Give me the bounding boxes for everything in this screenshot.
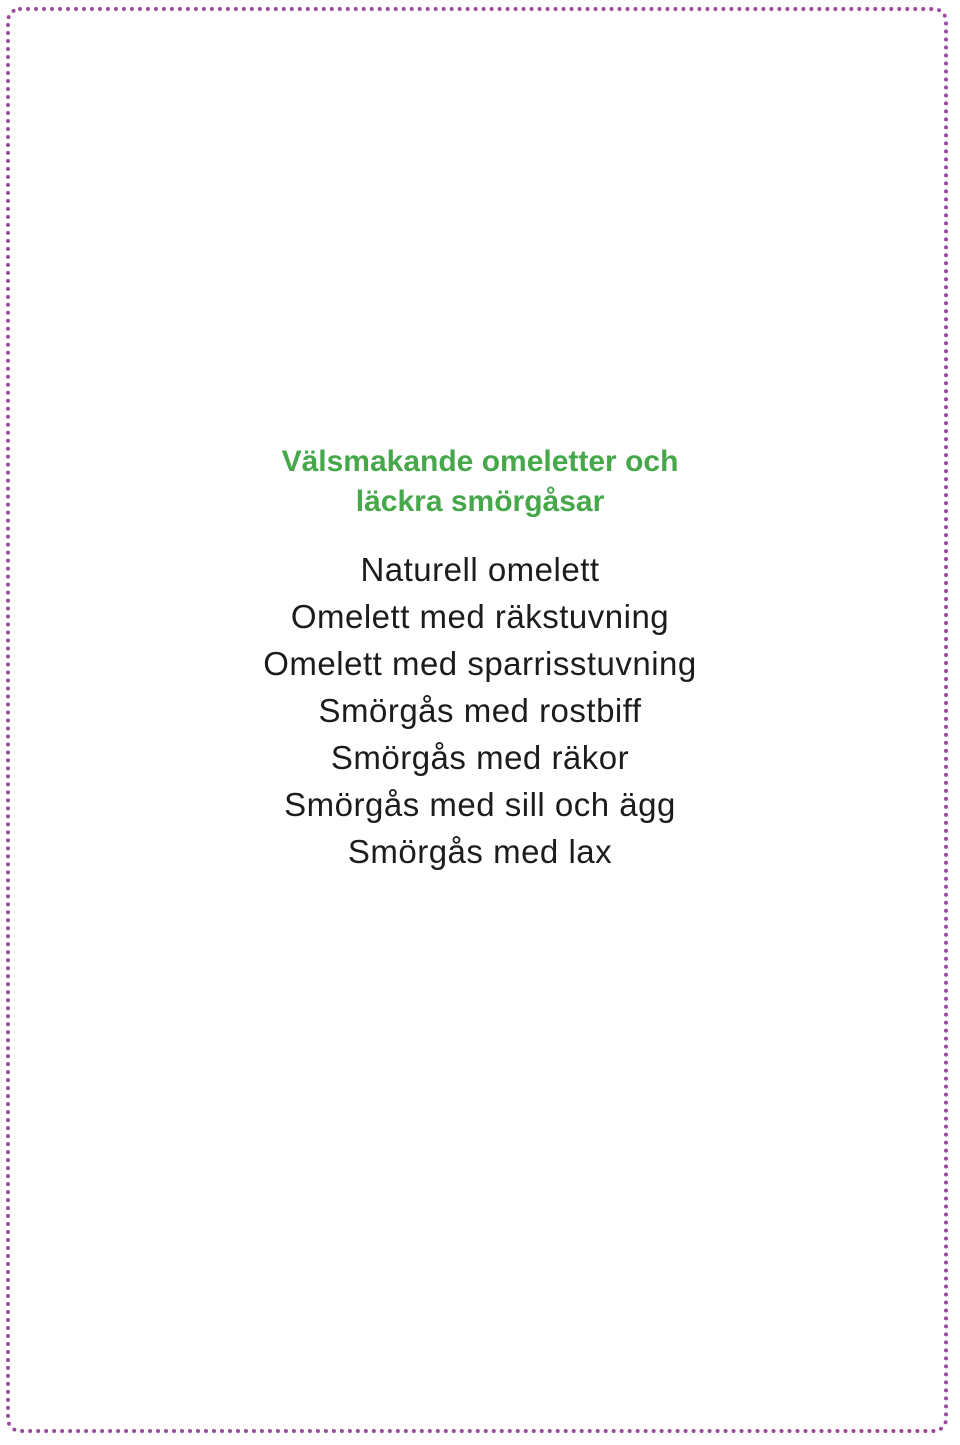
menu-item-smorgas-sill-och-agg: Smörgås med sill och ägg <box>284 786 676 823</box>
menu-item-omelett-sparrisstuvning: Omelett med sparrisstuvning <box>263 645 697 682</box>
menu-item-smorgas-lax: Smörgås med lax <box>347 833 613 870</box>
menu-heading-line-1: Välsmakande omeletter och <box>281 445 679 478</box>
menu-heading <box>0 442 960 522</box>
menu-section <box>0 442 960 875</box>
menu-item-omelett-rakstuvning: Omelett med räkstuvning <box>290 598 670 635</box>
menu-item-smorgas-rostbiff: Smörgås med rostbiff <box>318 692 642 729</box>
menu-item-smorgas-rakor: Smörgås med räkor <box>330 739 630 776</box>
menu-list <box>0 546 960 875</box>
menu-item-naturell-omelett: Naturell omelett <box>360 551 600 588</box>
menu-heading-line-2: läckra smörgåsar <box>355 485 605 518</box>
